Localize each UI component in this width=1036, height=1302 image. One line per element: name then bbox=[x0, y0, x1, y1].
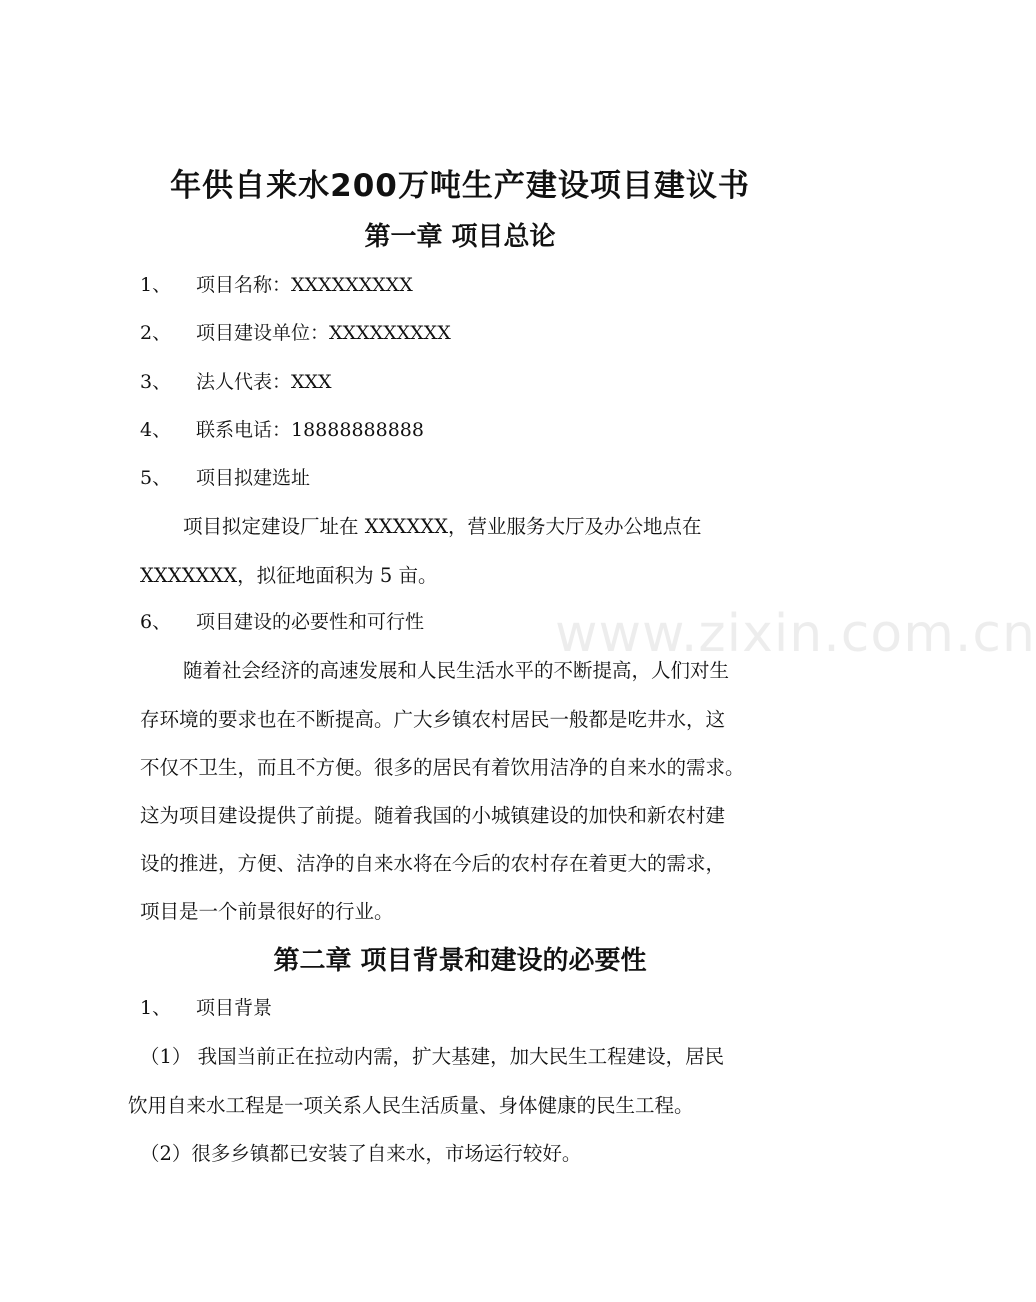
watermark: www.zixin.com.cn bbox=[555, 604, 1036, 664]
list-item bbox=[140, 367, 332, 394]
paragraph-line: 饮用自来水工程是一项关系人民生活质量、身体健康的民生工程。 bbox=[128, 1094, 694, 1117]
paragraph-line: XXXXXXX，拟征地面积为 5 亩。 bbox=[140, 564, 438, 587]
item-text: 法人代表：XXX bbox=[196, 371, 332, 393]
chapter-2-heading: 第二章 项目背景和建设的必要性 bbox=[273, 946, 647, 976]
item-text: 项目建设单位：XXXXXXXXX bbox=[196, 322, 451, 344]
paragraph-line: 项目是一个前景很好的行业。 bbox=[140, 900, 394, 923]
item-number: 2、 bbox=[140, 322, 172, 344]
paragraph-line: 项目拟定建设厂址在 XXXXXX，营业服务大厅及办公地点在 bbox=[183, 515, 702, 538]
item-number: 4、 bbox=[140, 419, 172, 441]
paragraph-line: 这为项目建设提供了前提。随着我国的小城镇建设的加快和新农村建 bbox=[140, 804, 726, 827]
item-text: 项目名称：XXXXXXXXX bbox=[196, 274, 413, 296]
paragraph-line: 存环境的要求也在不断提高。广大乡镇农村居民一般都是吃井水，这 bbox=[140, 708, 726, 731]
document-title: 年供自来水200万吨生产建设项目建议书 bbox=[170, 168, 750, 204]
list-item bbox=[140, 607, 424, 634]
paragraph-line: 随着社会经济的高速发展和人民生活水平的不断提高，人们对生 bbox=[183, 659, 730, 682]
item-text: 项目背景 bbox=[196, 997, 273, 1019]
paragraph-line: 设的推进，方便、洁净的自来水将在今后的农村存在着更大的需求， bbox=[140, 852, 726, 875]
paragraph-line: 不仅不卫生，而且不方便。很多的居民有着饮用洁净的自来水的需求。 bbox=[140, 756, 745, 779]
item-text: 联系电话：18888888888 bbox=[196, 419, 424, 441]
list-item bbox=[140, 993, 272, 1020]
item-number: 6、 bbox=[140, 611, 172, 633]
list-item bbox=[140, 270, 413, 297]
list-item bbox=[140, 318, 451, 345]
paragraph-line: （2）很多乡镇都已安装了自来水，市场运行较好。 bbox=[140, 1142, 582, 1165]
item-text: 项目建设的必要性和可行性 bbox=[196, 611, 425, 633]
paragraph-line: （1） 我国当前正在拉动内需，扩大基建，加大民生工程建设，居民 bbox=[140, 1045, 725, 1068]
item-number: 1、 bbox=[140, 997, 172, 1019]
list-item bbox=[140, 415, 424, 442]
chapter-1-heading: 第一章 项目总论 bbox=[364, 222, 556, 252]
item-number: 5、 bbox=[140, 467, 172, 489]
item-text: 项目拟建选址 bbox=[196, 467, 311, 489]
item-number: 3、 bbox=[140, 371, 172, 393]
item-number: 1、 bbox=[140, 274, 172, 296]
list-item bbox=[140, 463, 310, 490]
